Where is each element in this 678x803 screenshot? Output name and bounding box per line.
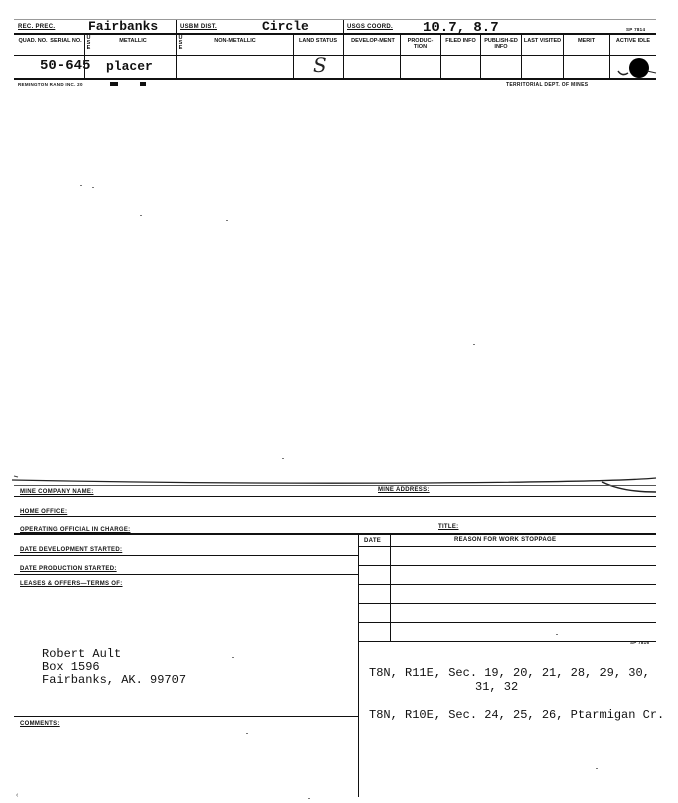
printer-mark — [140, 82, 146, 86]
owner-city: Fairbanks, AK. 99707 — [42, 673, 187, 687]
printer-line: REMINGTON RAND INC. 20 — [18, 82, 83, 87]
col-divider — [293, 34, 294, 78]
col-divider — [400, 34, 401, 78]
owner-block — [42, 648, 186, 687]
land-status-label: LAND STATUS — [299, 38, 337, 44]
form-number: SP 7814 — [626, 27, 646, 32]
non-metallic-label: NON-METALLIC — [214, 38, 256, 44]
scan-speck — [308, 798, 310, 799]
scan-speck — [226, 220, 228, 221]
printer-mark — [110, 82, 118, 86]
scan-speck — [232, 657, 234, 658]
row-rule — [14, 555, 358, 556]
comments-label: COMMENTS: — [20, 721, 60, 727]
usbm-dist-value: Circle — [262, 19, 309, 34]
last-visited-label: LAST VISITED — [523, 38, 562, 44]
scan-speck — [282, 458, 284, 459]
leases-label: LEASES & OFFERS—TERMS OF: — [20, 581, 123, 587]
title-label: TITLE: — [438, 524, 459, 530]
metallic-label: METALLIC — [119, 38, 147, 44]
table-rule — [358, 565, 656, 566]
metallic-value: placer — [106, 59, 153, 74]
owner-name: Robert Ault — [42, 647, 122, 661]
rec-prec-label: REC. PREC. — [18, 24, 56, 30]
table-rule — [358, 622, 656, 623]
serial-no-label: SERIAL NO. — [50, 38, 82, 44]
prod-started-label: DATE PRODUCTION STARTED: — [20, 566, 117, 572]
operating-official-label: OPERATING OFFICIAL IN CHARGE: — [20, 527, 131, 533]
row-rule — [14, 496, 656, 497]
quad-no-label: QUAD. NO. — [18, 38, 48, 44]
table-rule — [358, 603, 656, 604]
merit-label: MERIT — [577, 38, 596, 44]
scan-speck — [596, 768, 598, 769]
header-row-rule — [14, 55, 656, 56]
scan-speck — [80, 185, 82, 186]
bottom-card-rule — [14, 485, 656, 486]
use-label-2: U S E — [178, 35, 183, 51]
usbm-dist-label: USBM DIST. — [180, 24, 218, 30]
table-rule — [358, 641, 656, 642]
bottom-card-edge — [12, 468, 658, 496]
col-divider — [609, 34, 610, 78]
published-info-label: PUBLISH-ED INFO — [484, 38, 518, 50]
usgs-coord-label: USGS COORD. — [347, 24, 393, 30]
vertical-divider — [358, 534, 359, 797]
home-office-label: HOME OFFICE: — [20, 509, 68, 515]
row-rule — [14, 574, 358, 575]
land-status-value: S — [313, 53, 327, 77]
col-divider — [521, 34, 522, 78]
active-idle-label: ACTIVE IDLE — [615, 38, 651, 44]
reason-label: REASON FOR WORK STOPPAGE — [454, 537, 557, 543]
scan-speck — [556, 634, 558, 635]
row-rule — [14, 516, 656, 517]
bottom-form-number: SP 7816 — [630, 640, 650, 645]
table-rule — [358, 546, 656, 547]
date-col-divider — [390, 534, 391, 642]
filed-info-label: FILED INFO — [445, 38, 476, 44]
footer-right-label: TERRITORIAL DEPT. OF MINES — [506, 82, 589, 88]
dev-started-label: DATE DEVELOPMENT STARTED: — [20, 547, 123, 553]
development-label: DEVELOP-MENT — [351, 38, 395, 44]
col-divider — [440, 34, 441, 78]
serial-value: 50-645 — [40, 58, 91, 74]
col-divider — [176, 20, 177, 78]
table-rule — [358, 584, 656, 585]
corner-mark: ‹ — [16, 792, 19, 799]
location-1-line1: T8N, R11E, Sec. 19, 20, 21, 28, 29, 30, — [369, 666, 650, 680]
rec-prec-value: Fairbanks — [88, 19, 159, 34]
scan-speck — [473, 344, 475, 345]
use-label-1: U S E — [86, 35, 91, 51]
scan-speck — [92, 187, 94, 188]
location-1-line2: 31, 32 — [475, 680, 519, 694]
col-divider — [343, 20, 344, 78]
comments-rule — [14, 716, 358, 717]
owner-address: Box 1596 — [42, 660, 100, 674]
mine-company-label: MINE COMPANY NAME: — [20, 489, 94, 495]
date-label: DATE — [364, 538, 382, 544]
top-card-bottom-rule — [14, 78, 656, 80]
col-divider — [563, 34, 564, 78]
scan-speck — [140, 215, 142, 216]
production-label: PRODUC-TION — [407, 38, 434, 50]
mine-address-label: MINE ADDRESS: — [378, 487, 430, 493]
scan-speck — [246, 733, 248, 734]
location-2: T8N, R10E, Sec. 24, 25, 26, Ptarmigan Cr. — [369, 708, 665, 722]
col-divider — [480, 34, 481, 78]
row-rule — [14, 533, 656, 535]
usgs-coord-value: 10.7, 8.7 — [423, 20, 499, 36]
